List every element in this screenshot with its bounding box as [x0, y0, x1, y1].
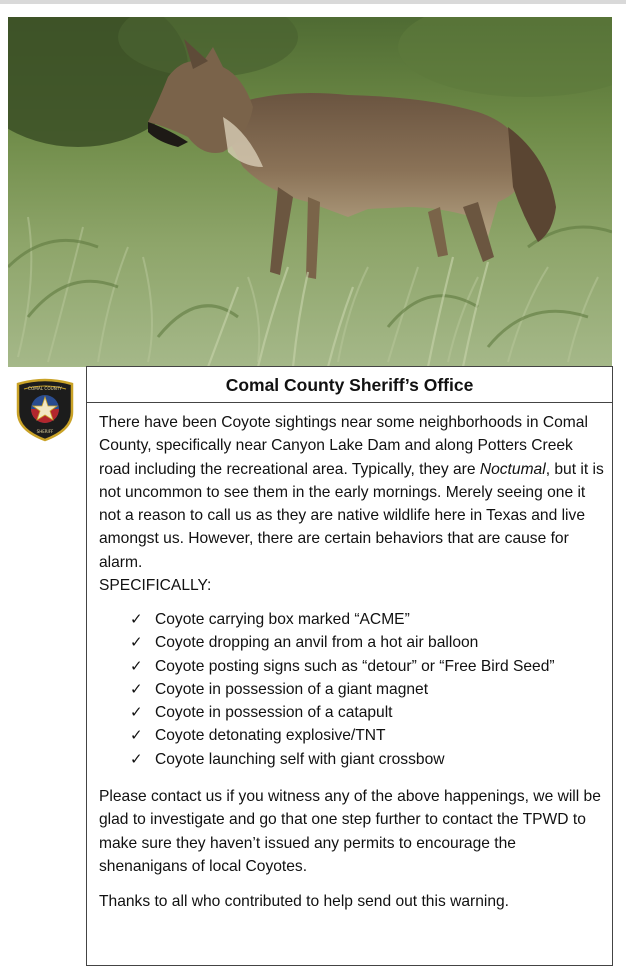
check-mark-icon: ✓ [130, 727, 143, 745]
top-rule [0, 0, 626, 4]
checklist-item [130, 608, 604, 631]
checklist-item [130, 655, 604, 678]
intro-emphasis: Noctumal [479, 460, 546, 478]
checklist-item [130, 748, 604, 771]
checklist-item [130, 724, 604, 747]
sheriff-badge-logo [14, 378, 76, 442]
checklist-item-text: Coyote in possession of a giant magnet [155, 680, 429, 698]
intro-text-end: , but it is not uncommon to see them in the early mornings. Merely seeing one it not a reason to call us as they are native wildlife here in Texas and live amongst us. However, there are certain behaviors that are cause for alarm. [99, 460, 604, 571]
behavior-checklist [99, 608, 604, 771]
checklist-item [130, 631, 604, 654]
checklist-item [130, 701, 604, 724]
notice-body [99, 411, 604, 914]
checklist-item [130, 678, 604, 701]
checklist-item-text: Coyote dropping an anvil from a hot air balloon [155, 634, 479, 652]
coyote-photo [8, 17, 612, 367]
checklist-item-text: Coyote carrying box marked “ACME” [155, 611, 410, 628]
check-mark-icon: ✓ [130, 704, 143, 722]
intro-text-start: There have been Coyote sightings near some neighborhoods in Comal County, specifically near Canyon Lake Dam and along Potters Creek road including the recreational area. Typically, they are [99, 414, 588, 478]
check-mark-icon: ✓ [130, 680, 143, 698]
check-mark-icon: ✓ [130, 611, 143, 628]
thanks-paragraph: Thanks to all who contributed to help send out this warning. [99, 893, 510, 911]
contact-paragraph: Please contact us if you witness any of the above happenings, we will be glad to investigate and go that one step further to contact the TPWD to make sure they haven’t issued any permits to encourage the shenanigans of local Coyotes. [99, 788, 601, 875]
intro-paragraph [99, 411, 604, 574]
notice-panel [86, 366, 613, 966]
check-mark-icon: ✓ [130, 750, 143, 768]
checklist-item-text: Coyote in possession of a catapult [155, 704, 393, 722]
checklist-item-text: Coyote posting signs such as “detour” or “Free Bird Seed” [155, 657, 555, 675]
checklist-item-text: Coyote detonating explosive/TNT [155, 727, 386, 745]
coyote-illustration [8, 17, 612, 367]
notice-title: Comal County Sheriff’s Office [87, 367, 612, 403]
check-mark-icon: ✓ [130, 657, 143, 675]
check-mark-icon: ✓ [130, 634, 143, 652]
specifically-label: SPECIFICALLY: [99, 577, 212, 594]
badge-lower-text: SHERIFF [36, 429, 54, 434]
badge-upper-text: COMAL COUNTY [28, 386, 62, 391]
checklist-item-text: Coyote launching self with giant crossbow [155, 750, 445, 768]
